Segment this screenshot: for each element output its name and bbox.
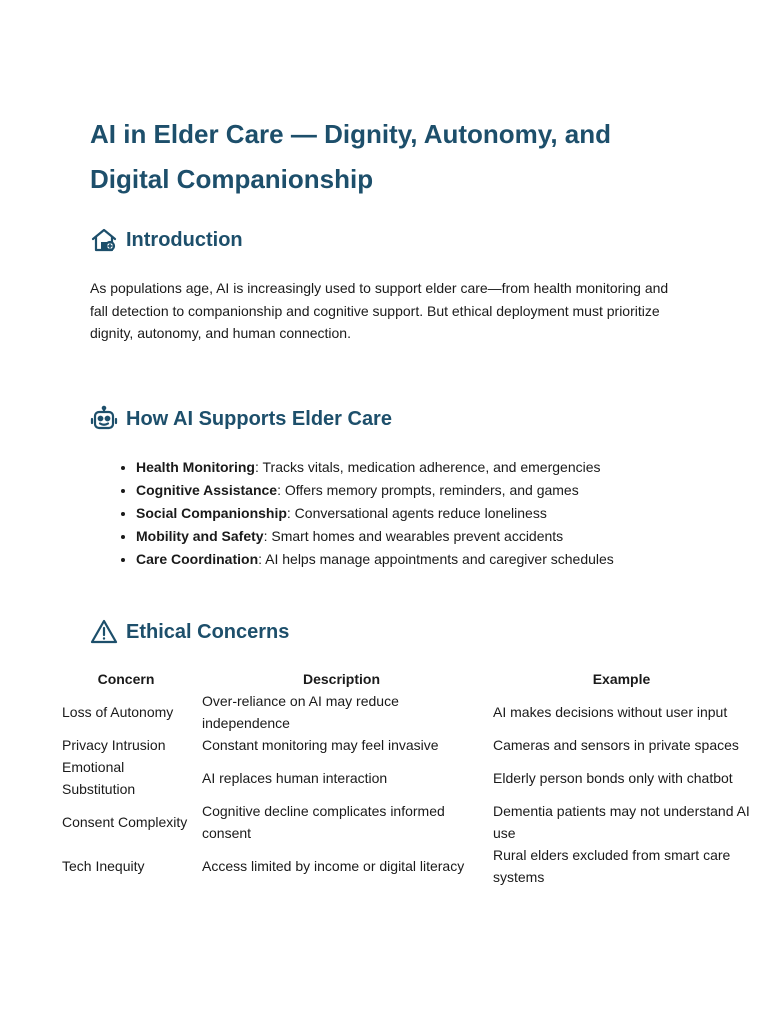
section-introduction-heading bbox=[90, 226, 243, 254]
warning-icon bbox=[90, 618, 118, 646]
table-row bbox=[56, 734, 756, 756]
cell-description: AI replaces human interaction bbox=[202, 770, 388, 786]
table-row bbox=[56, 800, 756, 844]
cell-concern: Consent Complexity bbox=[62, 814, 188, 830]
column-header-description: Description bbox=[302, 671, 380, 687]
list-item bbox=[136, 548, 736, 571]
list-item-term: Social Companionship bbox=[136, 505, 287, 521]
table-row bbox=[56, 844, 756, 888]
list-item bbox=[136, 479, 736, 502]
cell-description: Access limited by income or digital literacy bbox=[202, 858, 465, 874]
cell-concern: Tech Inequity bbox=[62, 858, 145, 874]
section-support-heading bbox=[90, 405, 392, 433]
cell-description: Constant monitoring may feel invasive bbox=[202, 737, 439, 753]
section-support-title: How AI Supports Elder Care bbox=[126, 407, 392, 430]
cell-description: Over-reliance on AI may reduce independence bbox=[202, 693, 399, 731]
table-row bbox=[56, 690, 756, 734]
table-row bbox=[56, 756, 756, 800]
support-list bbox=[90, 456, 736, 571]
list-item bbox=[136, 502, 736, 525]
list-item bbox=[136, 456, 736, 479]
section-introduction-title: Introduction bbox=[126, 228, 243, 251]
cell-example: Dementia patients may not understand AI use bbox=[493, 803, 750, 841]
list-item-term: Care Coordination bbox=[136, 551, 259, 567]
cell-example: AI makes decisions without user input bbox=[493, 704, 728, 720]
cell-example: Rural elders excluded from smart care systems bbox=[493, 847, 731, 885]
cell-example: Elderly person bonds only with chatbot bbox=[493, 770, 733, 786]
list-item-term: Cognitive Assistance bbox=[136, 482, 278, 498]
list-item-term: Mobility and Safety bbox=[136, 528, 264, 544]
cell-example: Cameras and sensors in private spaces bbox=[493, 737, 739, 753]
list-item-text: : Tracks vitals, medication adherence, and emergencies bbox=[255, 459, 601, 475]
robot-icon bbox=[90, 405, 118, 433]
list-item-text: : Offers memory prompts, reminders, and games bbox=[277, 482, 579, 498]
list-item-text: : Conversational agents reduce loneliness bbox=[286, 505, 547, 521]
table-header-row bbox=[56, 668, 756, 690]
section-ethics-title: Ethical Concerns bbox=[126, 620, 290, 643]
list-item-term: Health Monitoring bbox=[136, 459, 255, 475]
cell-concern: Loss of Autonomy bbox=[62, 704, 174, 720]
list-item-text: : AI helps manage appointments and caregiver schedules bbox=[258, 551, 614, 567]
introduction-paragraph: As populations age, AI is increasingly used to support elder care—from health monitoring and fall detection to companionship and cognitive support. But ethical deployment must prioritize dignity, autonomy, and human connection. bbox=[90, 280, 669, 341]
list-item bbox=[136, 525, 736, 548]
cell-concern: Privacy Intrusion bbox=[62, 737, 166, 753]
list-item-text: : Smart homes and wearables prevent accidents bbox=[263, 528, 564, 544]
ethical-concerns-table bbox=[56, 668, 756, 888]
column-header-concern: Concern bbox=[97, 671, 155, 687]
cell-concern: Emotional Substitution bbox=[62, 759, 136, 797]
section-ethics-heading bbox=[90, 618, 289, 646]
house-icon bbox=[90, 226, 118, 254]
cell-description: Cognitive decline complicates informed consent bbox=[202, 803, 445, 841]
column-header-example: Example bbox=[592, 671, 651, 687]
page-title: AI in Elder Care — Dignity, Autonomy, and Digital Companionship bbox=[90, 119, 612, 194]
